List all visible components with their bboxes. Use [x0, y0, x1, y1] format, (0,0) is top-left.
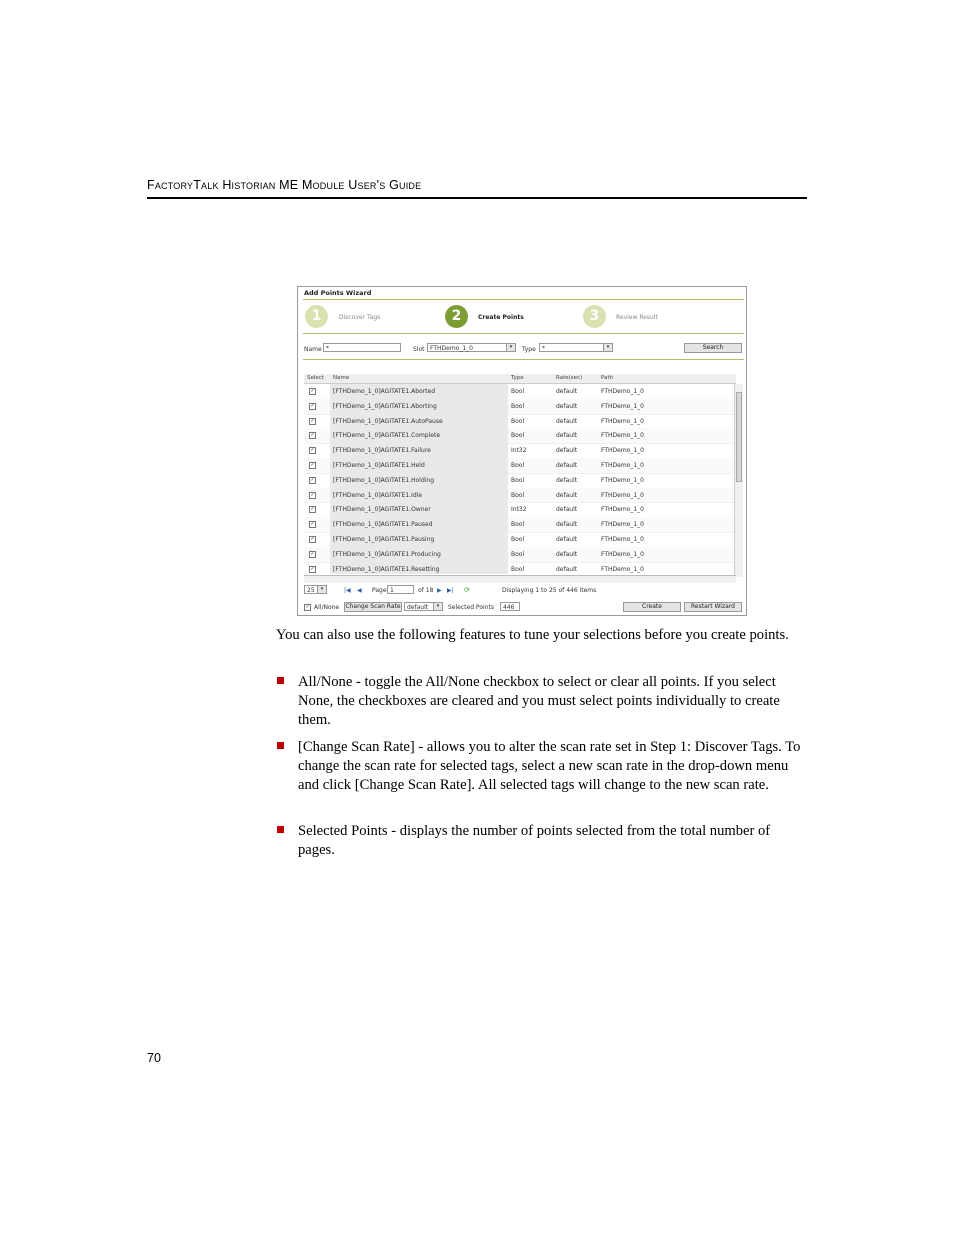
row-checkbox[interactable]: ✓: [310, 476, 315, 483]
bullet-change-scan-rate: [Change Scan Rate] - allows you to alter the scan rate set in Step 1: Discover Tags. To change the scan rate for selected tags, select a new scan rate in the drop-down menu and click [Change Scan Rate]. All selected tags will change to the new scan rate.: [298, 739, 801, 793]
row-name: [FTHDemo_1_0]AGITATE1.Holding: [333, 476, 435, 484]
row-name: [FTHDemo_1_0]AGITATE1.Paused: [333, 521, 433, 529]
wizard-title: Add Points Wizard: [304, 289, 372, 297]
bullet-all-none: All/None - toggle the All/None checkbox to select or clear all points. If you select None, the checkboxes are cleared and you must select points individually to create them.: [298, 674, 780, 728]
row-rate: default: [556, 447, 578, 455]
column-rate[interactable]: Rate(sec): [556, 375, 583, 381]
row-path: FTHDemo_1_0: [601, 550, 644, 558]
row-type: Bool: [511, 402, 525, 410]
row-name: [FTHDemo_1_0]AGITATE1.Held: [333, 462, 425, 469]
row-name: [FTHDemo_1_0]AGITATE1.Complete: [333, 432, 441, 440]
displaying-text: Displaying 1 to 25 of 446 items: [502, 587, 597, 594]
row-type: Bool: [511, 521, 525, 529]
row-type: Bool: [511, 417, 525, 425]
table-row[interactable]: [304, 532, 736, 548]
row-rate: default: [556, 506, 578, 514]
change-scan-rate-button[interactable]: Change Scan Rate: [345, 603, 401, 610]
table-row[interactable]: [304, 502, 736, 518]
grid-header: [304, 374, 736, 384]
refresh-icon[interactable]: ⟳: [464, 586, 470, 594]
guide-title: FactoryTalk Historian ME Module User's Guide: [147, 178, 422, 192]
row-rate: default: [556, 476, 578, 484]
page-input[interactable]: 1: [387, 585, 414, 594]
page-count: of 18: [418, 587, 434, 594]
add-points-wizard-screenshot: [297, 286, 747, 616]
row-rate: default: [556, 402, 578, 410]
table-row[interactable]: [304, 428, 736, 444]
next-page-icon[interactable]: ▶: [437, 587, 442, 594]
row-path: FTHDemo_1_0: [601, 388, 644, 395]
step-2-icon[interactable]: 2: [445, 305, 468, 328]
row-path: FTHDemo_1_0: [601, 506, 644, 514]
row-rate: default: [556, 462, 578, 469]
bullet-marker: [276, 822, 286, 832]
slot-select[interactable]: [427, 343, 516, 352]
chevron-down-icon: ▾: [317, 586, 326, 593]
footer-bar: [304, 602, 743, 614]
page-size-value: 25: [307, 587, 315, 594]
row-name: [FTHDemo_1_0]AGITATE1.Failure: [333, 447, 431, 455]
type-select[interactable]: [539, 343, 613, 352]
bullet-square: [277, 677, 284, 684]
table-row[interactable]: [304, 384, 736, 400]
table-row[interactable]: [304, 443, 736, 459]
step-3-icon[interactable]: 3: [583, 305, 606, 328]
row-path: FTHDemo_1_0: [601, 491, 644, 499]
row-type: Bool: [511, 476, 525, 484]
table-row[interactable]: [304, 488, 736, 504]
divider: [303, 333, 744, 334]
step-1-label[interactable]: Discover Tags: [339, 314, 381, 321]
table-row[interactable]: [304, 473, 736, 489]
row-name: [FTHDemo_1_0]AGITATE1.Producing: [333, 550, 441, 558]
row-checkbox[interactable]: ✓: [310, 447, 315, 454]
page-label: Page: [372, 587, 387, 594]
row-checkbox[interactable]: ✓: [310, 550, 315, 557]
row-rate: default: [556, 417, 578, 425]
slot-select-value: FTHDemo_1_0: [430, 345, 473, 352]
row-checkbox[interactable]: ✓: [310, 506, 315, 513]
row-name: [FTHDemo_1_0]AGITATE1.Aborted: [333, 388, 436, 395]
row-checkbox[interactable]: ✓: [310, 432, 315, 439]
row-rate: default: [556, 565, 578, 573]
column-path[interactable]: Path: [601, 375, 614, 381]
step-2-label[interactable]: Create Points: [478, 314, 524, 321]
slot-filter-label: Slot: [413, 346, 425, 353]
row-path: FTHDemo_1_0: [601, 536, 644, 543]
row-type: Int32: [511, 506, 527, 514]
points-grid: [304, 374, 743, 574]
row-rate: default: [556, 521, 578, 529]
bullet-selected-points: Selected Points - displays the number of points selected from the total number of pages.: [298, 823, 771, 858]
chevron-down-icon: ▾: [506, 344, 515, 351]
row-checkbox[interactable]: ✓: [310, 536, 315, 542]
divider: [303, 299, 744, 300]
row-name: [FTHDemo_1_0]AGITATE1.Resetting: [333, 565, 440, 573]
prev-page-icon[interactable]: ◀: [357, 587, 362, 594]
row-name: [FTHDemo_1_0]AGITATE1.Pausing: [333, 536, 435, 543]
row-checkbox[interactable]: ✓: [310, 388, 315, 394]
selected-points-field: 446: [500, 602, 520, 611]
intro-paragraph: You can also use the following features to tune your selections before you create points.: [276, 627, 789, 643]
column-type[interactable]: Type: [511, 375, 524, 381]
all-none-checkbox[interactable]: ✓: [305, 604, 310, 610]
row-rate: default: [556, 432, 578, 440]
first-page-icon[interactable]: |◀: [344, 587, 351, 594]
bullet-marker: [276, 673, 286, 683]
row-checkbox[interactable]: ✓: [310, 417, 315, 424]
row-path: FTHDemo_1_0: [601, 447, 644, 455]
type-select-value: *: [542, 345, 545, 352]
pager: [304, 585, 743, 597]
bullet-marker: [276, 738, 286, 748]
page-header: [147, 178, 807, 199]
row-type: Bool: [511, 462, 525, 469]
table-row[interactable]: [304, 458, 736, 474]
step-1-icon[interactable]: 1: [305, 305, 328, 328]
row-rate: default: [556, 550, 578, 558]
scroll-thumb[interactable]: [736, 392, 742, 482]
row-checkbox[interactable]: ✓: [310, 402, 315, 409]
row-checkbox[interactable]: ✓: [310, 521, 315, 528]
row-name: [FTHDemo_1_0]AGITATE1.Owner: [333, 506, 431, 514]
table-row[interactable]: [304, 547, 736, 563]
row-path: FTHDemo_1_0: [601, 462, 644, 469]
row-path: FTHDemo_1_0: [601, 417, 644, 425]
row-path: FTHDemo_1_0: [601, 402, 644, 410]
row-rate: default: [556, 491, 578, 499]
row-path: FTHDemo_1_0: [601, 432, 644, 440]
last-page-icon[interactable]: ▶|: [447, 587, 454, 594]
row-type: Int32: [511, 447, 527, 455]
row-type: Bool: [511, 550, 525, 558]
table-row[interactable]: [304, 562, 736, 574]
table-row[interactable]: [304, 399, 736, 415]
restart-wizard-button[interactable]: Restart Wizard: [684, 602, 742, 612]
row-type: Bool: [511, 388, 525, 395]
scan-rate-select[interactable]: [404, 602, 443, 611]
chevron-down-icon: ▾: [603, 344, 612, 351]
row-path: FTHDemo_1_0: [601, 521, 644, 529]
row-type: Bool: [511, 536, 525, 543]
page-size-select[interactable]: [304, 585, 327, 594]
row-path: FTHDemo_1_0: [601, 476, 644, 484]
column-name[interactable]: Name: [333, 375, 350, 381]
bullet-square: [277, 742, 284, 749]
all-none-label: All/None: [314, 604, 340, 611]
row-type: Bool: [511, 432, 525, 440]
row-name: [FTHDemo_1_0]AGITATE1.AutoPause: [333, 417, 443, 425]
horizontal-scrollbar[interactable]: [304, 575, 736, 583]
row-path: FTHDemo_1_0: [601, 565, 644, 573]
step-3-label[interactable]: Review Result: [616, 314, 658, 321]
table-row[interactable]: [304, 517, 736, 533]
row-checkbox[interactable]: ✓: [310, 462, 315, 468]
selected-points-label: Selected Points: [448, 604, 494, 611]
row-rate: default: [556, 388, 578, 395]
row-checkbox[interactable]: ✓: [310, 491, 315, 498]
row-checkbox[interactable]: ✓: [310, 565, 315, 572]
row-name: [FTHDemo_1_0]AGITATE1.Idle: [333, 491, 423, 499]
row-rate: default: [556, 536, 578, 543]
chevron-down-icon: ▾: [433, 603, 442, 610]
page-number: 70: [147, 1051, 161, 1065]
row-type: Bool: [511, 491, 525, 499]
bullet-square: [277, 826, 284, 833]
scan-rate-value: default: [407, 604, 429, 611]
type-filter-label: Type: [522, 346, 536, 353]
divider: [303, 359, 744, 360]
vertical-scrollbar[interactable]: [734, 384, 743, 577]
column-select[interactable]: Select: [307, 375, 324, 381]
name-filter-label: Name: [304, 346, 322, 353]
row-type: Bool: [511, 565, 525, 573]
table-row[interactable]: [304, 414, 736, 430]
create-button[interactable]: Create: [623, 602, 681, 612]
name-filter-input[interactable]: *: [323, 343, 401, 352]
search-button[interactable]: Search: [684, 343, 742, 353]
row-name: [FTHDemo_1_0]AGITATE1.Aborting: [333, 402, 437, 410]
